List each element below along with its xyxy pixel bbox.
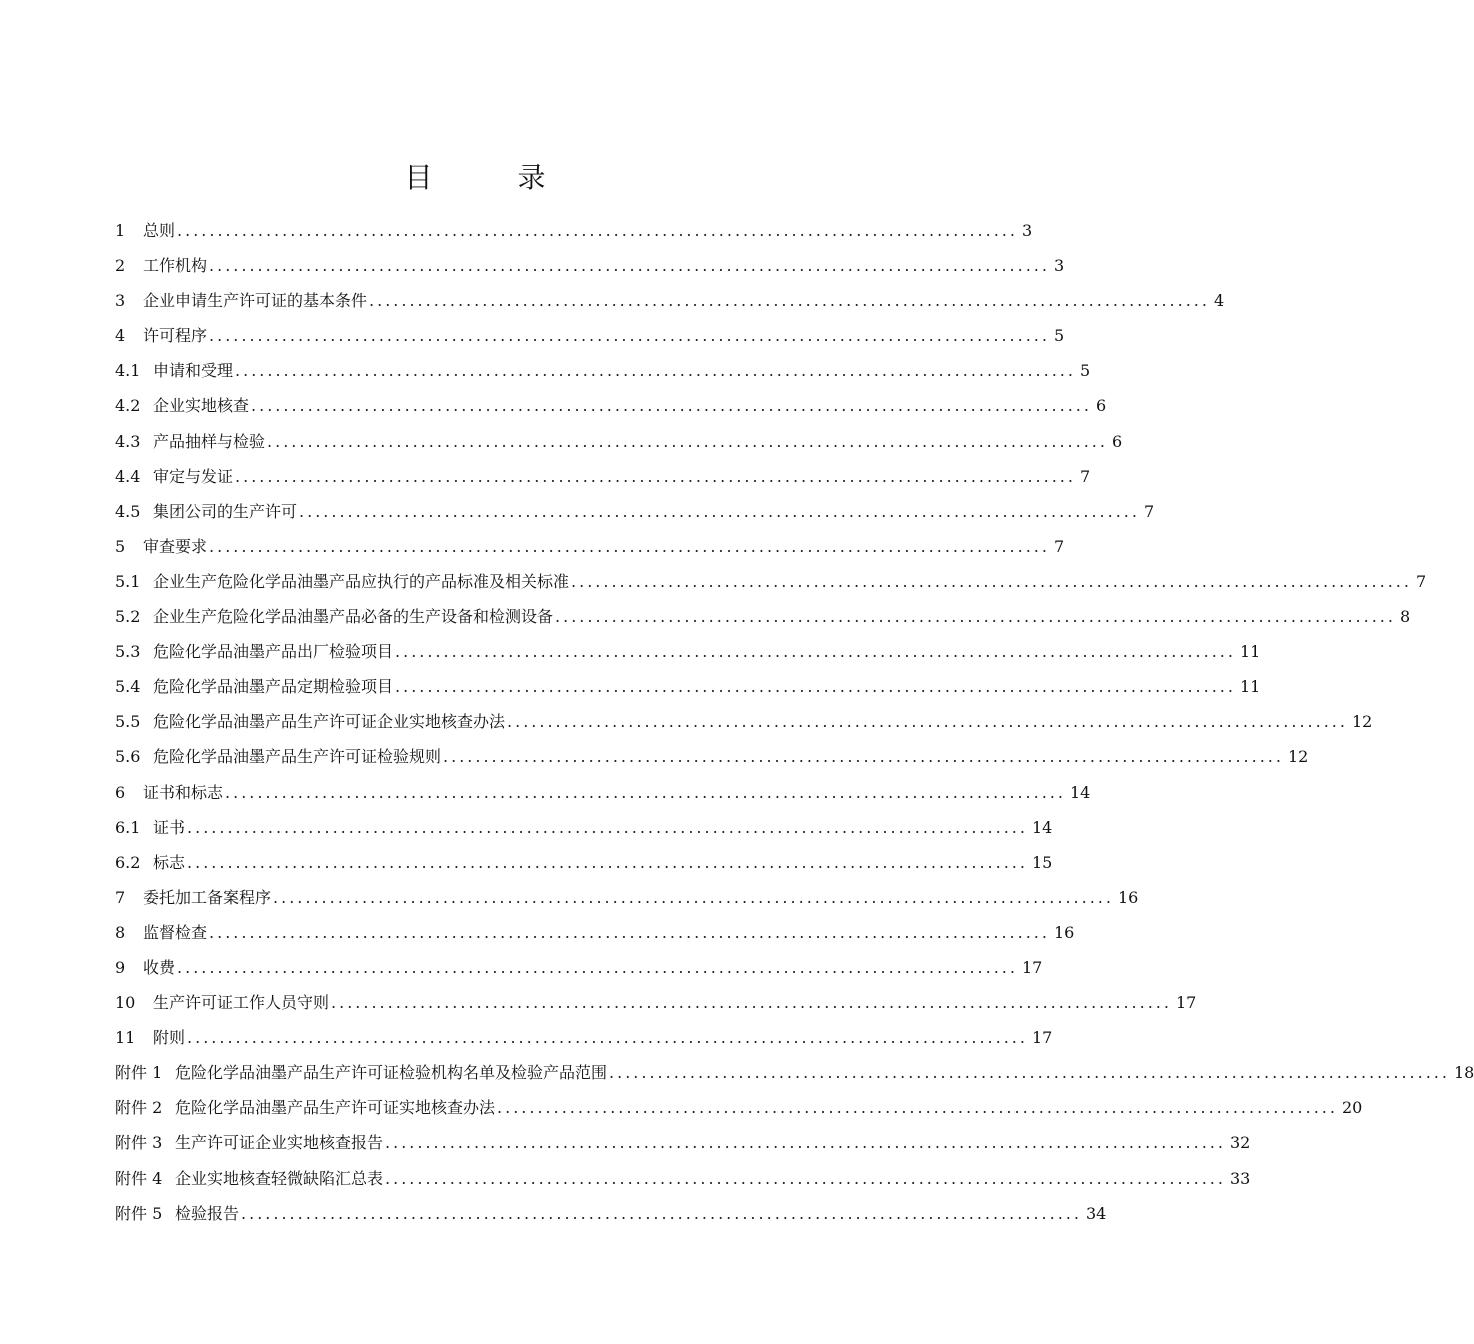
toc-entry-number: 附件 4	[115, 1168, 163, 1188]
toc-page-number: 4	[1213, 291, 1225, 311]
toc-page-number: 12	[1287, 747, 1309, 767]
toc-entry	[115, 739, 1309, 774]
toc-entry-number: 7	[115, 887, 126, 907]
toc-entry-label: 危险化学品油墨产品生产许可证检验机构名单及检验产品范围	[175, 1063, 608, 1083]
toc-entry-label: 生产许可证工作人员守则	[153, 993, 330, 1013]
toc-page-number: 7	[1143, 501, 1155, 521]
toc-dot-leader: ........................................................................................................	[225, 782, 1066, 802]
toc-entry-label: 总则	[143, 221, 176, 240]
toc-entry-number: 4.3	[115, 431, 141, 451]
toc-dot-leader: ........................................................................................................	[497, 1098, 1338, 1118]
toc-entry-label: 监督检查	[143, 922, 208, 942]
toc-entry-number: 6.1	[115, 817, 141, 837]
toc-entry-number: 4.1	[115, 361, 141, 381]
toc-entry-label: 企业实地核查	[153, 396, 250, 416]
toc-dot-leader: ........................................................................................................	[385, 1168, 1226, 1188]
toc-page-number: 7	[1079, 466, 1091, 486]
toc-entry	[115, 494, 1155, 529]
toc-dot-leader: ........................................................................................................	[369, 291, 1210, 311]
toc-dot-leader: ........................................................................................................	[251, 396, 1092, 416]
toc-entry-label: 危险化学品油墨产品出厂检验项目	[153, 642, 394, 662]
toc-entry-number: 4.2	[115, 396, 141, 416]
toc-dot-leader: ........................................................................................................	[385, 1133, 1226, 1153]
toc-page-number: 5	[1053, 326, 1065, 346]
toc-dot-leader: ........................................................................................................	[443, 747, 1284, 767]
toc-entry-number: 5.2	[115, 607, 141, 627]
toc-entry-number: 1	[115, 221, 126, 240]
toc-entry-number: 6	[115, 782, 126, 802]
toc-entry	[115, 669, 1261, 704]
toc-entry	[115, 353, 1091, 388]
toc-entry-number: 3	[115, 291, 126, 311]
toc-entry-label: 检验报告	[175, 1203, 240, 1223]
toc-entry	[115, 1055, 1474, 1090]
toc-entry-label: 生产许可证企业实地核查报告	[175, 1133, 384, 1153]
toc-entry	[115, 1196, 1107, 1231]
toc-entry	[115, 213, 1033, 248]
toc-entry-label: 审查要求	[143, 536, 208, 556]
toc-entry-number: 4.5	[115, 501, 141, 521]
page-title: 目 录	[404, 161, 584, 194]
toc-dot-leader: ........................................................................................................	[241, 1203, 1082, 1223]
toc-entry	[115, 880, 1139, 915]
toc-entry-label: 申请和受理	[153, 361, 234, 381]
toc-entry-label: 证书	[153, 817, 186, 837]
toc-entry	[115, 529, 1065, 564]
toc-entry-number: 5.3	[115, 642, 141, 662]
toc-entry	[115, 248, 1065, 283]
toc-entry	[115, 950, 1043, 985]
toc-entry-label: 危险化学品油墨产品定期检验项目	[153, 677, 394, 697]
toc-entry-number: 附件 1	[115, 1063, 163, 1083]
toc-entry-number: 8	[115, 922, 126, 942]
toc-entry-label: 证书和标志	[143, 782, 224, 802]
toc-entry-number: 2	[115, 256, 126, 276]
toc-dot-leader: ........................................................................................................	[209, 256, 1050, 276]
toc-entry-number: 5.6	[115, 747, 141, 767]
toc-dot-leader: ........................................................................................................	[507, 712, 1348, 732]
toc-dot-leader: ........................................................................................................	[209, 922, 1050, 942]
toc-entry-label: 企业生产危险化学品油墨产品应执行的产品标准及相关标准	[153, 571, 570, 591]
toc-dot-leader: ........................................................................................................	[267, 431, 1108, 451]
toc-page-number: 32	[1229, 1133, 1251, 1153]
toc-entry-number: 9	[115, 957, 126, 977]
toc-page-number: 14	[1069, 782, 1091, 802]
toc-dot-leader: ........................................................................................................	[235, 361, 1076, 381]
toc-entry-number: 4	[115, 326, 126, 346]
toc-entry	[115, 564, 1427, 599]
toc-page-number: 12	[1351, 712, 1373, 732]
toc-dot-leader: ........................................................................................................	[187, 817, 1028, 837]
toc-page-number: 18	[1453, 1063, 1474, 1083]
toc-entry	[115, 915, 1075, 950]
toc-entry-label: 产品抽样与检验	[153, 431, 266, 451]
toc-page-number: 11	[1239, 642, 1261, 662]
toc-entry	[115, 1161, 1251, 1196]
toc-page-number: 17	[1031, 1028, 1053, 1048]
toc-entry-label: 危险化学品油墨产品生产许可证实地核查办法	[175, 1098, 496, 1118]
toc-dot-leader: ........................................................................................................	[571, 571, 1412, 591]
toc-entry-label: 企业实地核查轻微缺陷汇总表	[175, 1168, 384, 1188]
toc-entry-label: 附则	[153, 1028, 186, 1048]
toc-entry	[115, 634, 1261, 669]
toc-page-number: 34	[1085, 1203, 1107, 1223]
toc-entry-number: 5.4	[115, 677, 141, 697]
toc-dot-leader: ........................................................................................................	[177, 221, 1018, 240]
toc-entry-number: 5.5	[115, 712, 141, 732]
toc-entry	[115, 845, 1053, 880]
toc-entry	[115, 1020, 1053, 1055]
toc-entry	[115, 704, 1373, 739]
toc-entry-label: 标志	[153, 852, 186, 872]
toc-entry-number: 10	[115, 993, 136, 1013]
toc-page-number: 16	[1117, 887, 1139, 907]
toc-page-number: 11	[1239, 677, 1261, 697]
toc-entry	[115, 599, 1411, 634]
toc-entry	[115, 424, 1123, 459]
toc-entry-label: 审定与发证	[153, 466, 234, 486]
toc-entry	[115, 388, 1107, 423]
toc-dot-leader: ........................................................................................................	[273, 887, 1114, 907]
toc-entry-label: 委托加工备案程序	[143, 887, 272, 907]
toc-entry-label: 工作机构	[143, 256, 208, 276]
toc-page-number: 17	[1175, 993, 1197, 1013]
toc-page-number: 8	[1399, 607, 1411, 627]
table-of-contents	[115, 213, 1474, 1231]
toc-dot-leader: ........................................................................................................	[177, 957, 1018, 977]
toc-page-number: 6	[1095, 396, 1107, 416]
toc-entry-number: 附件 5	[115, 1203, 163, 1223]
toc-entry-label: 集团公司的生产许可	[153, 501, 298, 521]
toc-page-number: 7	[1415, 571, 1427, 591]
toc-page-number: 17	[1021, 957, 1043, 977]
toc-entry-label: 许可程序	[143, 326, 208, 346]
toc-page-number: 33	[1229, 1168, 1251, 1188]
toc-page-number: 14	[1031, 817, 1053, 837]
toc-dot-leader: ........................................................................................................	[555, 607, 1396, 627]
toc-entry	[115, 459, 1091, 494]
toc-entry-number: 6.2	[115, 852, 141, 872]
toc-entry-label: 危险化学品油墨产品生产许可证检验规则	[153, 747, 442, 767]
toc-page-number: 20	[1341, 1098, 1363, 1118]
toc-entry-label: 危险化学品油墨产品生产许可证企业实地核查办法	[153, 712, 506, 732]
toc-entry	[115, 1125, 1251, 1160]
toc-dot-leader: ........................................................................................................	[395, 677, 1236, 697]
toc-entry-label: 企业申请生产许可证的基本条件	[143, 291, 368, 311]
toc-dot-leader: ........................................................................................................	[609, 1063, 1450, 1083]
toc-page-number: 5	[1079, 361, 1091, 381]
toc-dot-leader: ........................................................................................................	[395, 642, 1236, 662]
toc-dot-leader: ........................................................................................................	[209, 326, 1050, 346]
toc-dot-leader: ........................................................................................................	[187, 1028, 1028, 1048]
toc-page-number: 7	[1053, 536, 1065, 556]
toc-dot-leader: ........................................................................................................	[187, 852, 1028, 872]
toc-entry-number: 5.1	[115, 571, 141, 591]
toc-page-number: 16	[1053, 922, 1075, 942]
toc-entry-number: 11	[115, 1028, 136, 1048]
toc-entry	[115, 1090, 1363, 1125]
toc-dot-leader: ........................................................................................................	[209, 536, 1050, 556]
toc-entry-number: 附件 3	[115, 1133, 163, 1153]
toc-entry	[115, 810, 1053, 845]
toc-page-number: 6	[1111, 431, 1123, 451]
toc-dot-leader: ........................................................................................................	[299, 501, 1140, 521]
toc-entry	[115, 775, 1091, 810]
toc-page-number: 3	[1021, 221, 1033, 240]
toc-page-number: 15	[1031, 852, 1053, 872]
toc-dot-leader: ........................................................................................................	[331, 993, 1172, 1013]
toc-entry-number: 5	[115, 536, 126, 556]
toc-dot-leader: ........................................................................................................	[235, 466, 1076, 486]
toc-entry-number: 4.4	[115, 466, 141, 486]
toc-entry-label: 企业生产危险化学品油墨产品必备的生产设备和检测设备	[153, 607, 554, 627]
toc-entry-label: 收费	[143, 957, 176, 977]
toc-page-number: 3	[1053, 256, 1065, 276]
toc-entry	[115, 985, 1197, 1020]
toc-entry-number: 附件 2	[115, 1098, 163, 1118]
toc-entry	[115, 283, 1225, 318]
toc-entry	[115, 318, 1065, 353]
